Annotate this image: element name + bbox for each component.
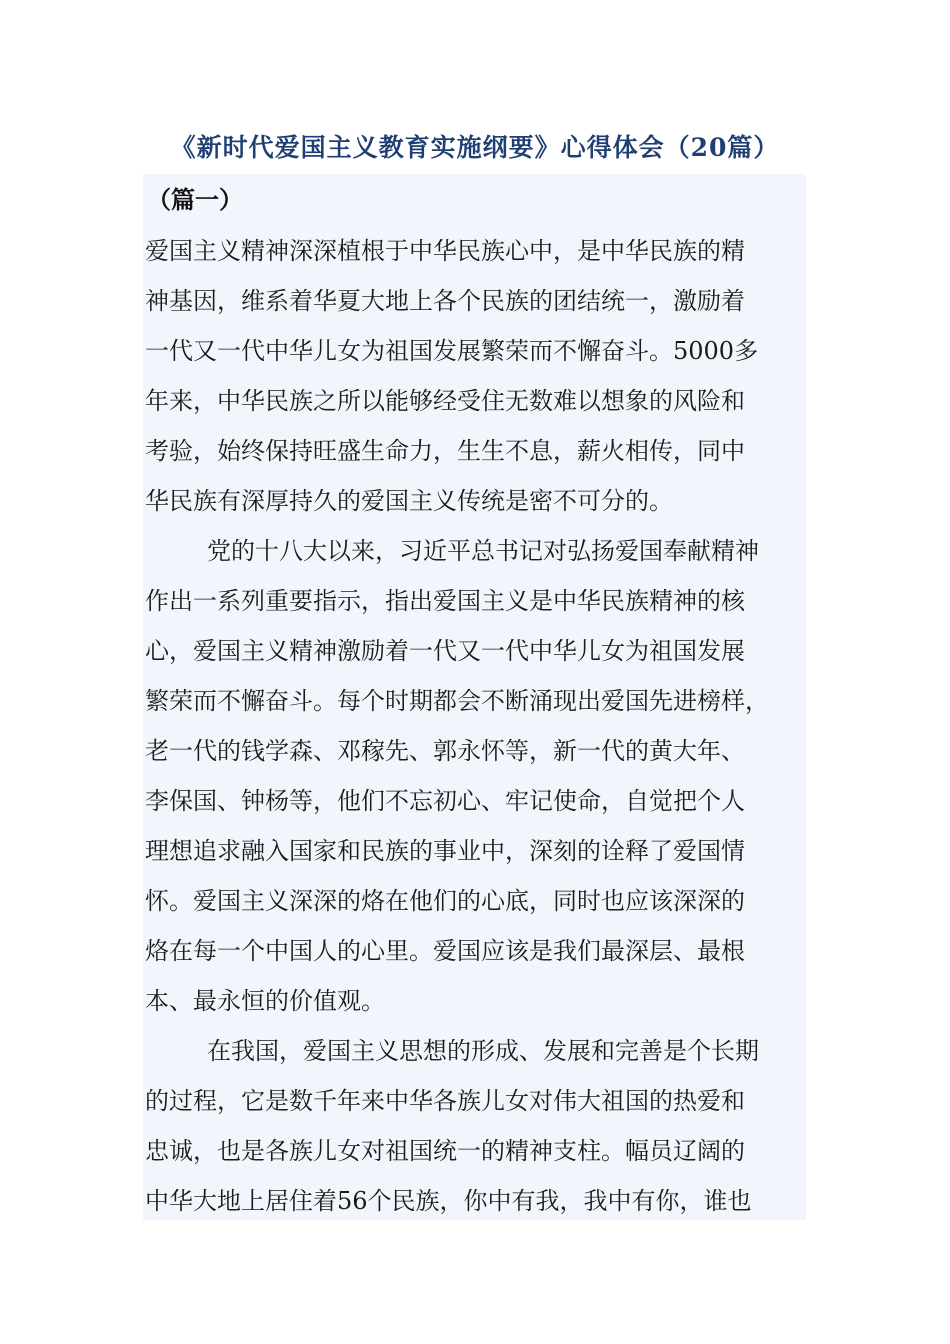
section-heading: （篇一） [147,185,243,214]
text-line: 作出一系列重要指示，指出爱国主义是中华民族精神的核 [145,587,745,615]
text-line: 党的十八大以来，习近平总书记对弘扬爱国奉献精神 [207,537,759,565]
text-line: 一代又一代中华儿女为祖国发展繁荣而不懈奋斗。5000多 [145,337,759,365]
text-line: 华民族有深厚持久的爱国主义传统是密不可分的。 [145,487,673,515]
paragraph-2 [145,526,797,1026]
text-line: 烙在每一个中国人的心里。爱国应该是我们最深层、最根 [145,937,745,965]
text-line: 神基因，维系着华夏大地上各个民族的团结统一，激励着 [145,287,745,315]
paragraph-3 [145,1026,797,1226]
text-line: 理想追求融入国家和民族的事业中，深刻的诠释了爱国情 [145,837,745,865]
body-text [145,226,797,1226]
text-line: 在我国，爱国主义思想的形成、发展和完善是个长期 [207,1037,759,1065]
text-line: 中华大地上居住着56个民族，你中有我，我中有你，谁也 [145,1187,752,1215]
document-title: 《新时代爱国主义教育实施纲要》心得体会（20篇） [170,133,780,162]
text-line: 考验，始终保持旺盛生命力，生生不息，薪火相传，同中 [145,437,745,465]
paragraph-1 [145,226,797,526]
text-line: 的过程，它是数千年来中华各族儿女对伟大祖国的热爱和 [145,1087,745,1115]
text-line: 繁荣而不懈奋斗。每个时期都会不断涌现出爱国先进榜样， [145,687,769,715]
text-line: 心，爱国主义精神激励着一代又一代中华儿女为祖国发展 [145,637,745,665]
text-line: 怀。爱国主义深深的烙在他们的心底，同时也应该深深的 [145,887,745,915]
text-line: 爱国主义精神深深植根于中华民族心中，是中华民族的精 [145,237,745,265]
text-line: 李保国、钟杨等，他们不忘初心、牢记使命，自觉把个人 [145,787,745,815]
text-line: 忠诚，也是各族儿女对祖国统一的精神支柱。幅员辽阔的 [145,1137,745,1165]
text-line: 年来，中华民族之所以能够经受住无数难以想象的风险和 [145,387,745,415]
text-line: 本、最永恒的价值观。 [145,987,385,1015]
text-line: 老一代的钱学森、邓稼先、郭永怀等，新一代的黄大年、 [145,737,745,765]
